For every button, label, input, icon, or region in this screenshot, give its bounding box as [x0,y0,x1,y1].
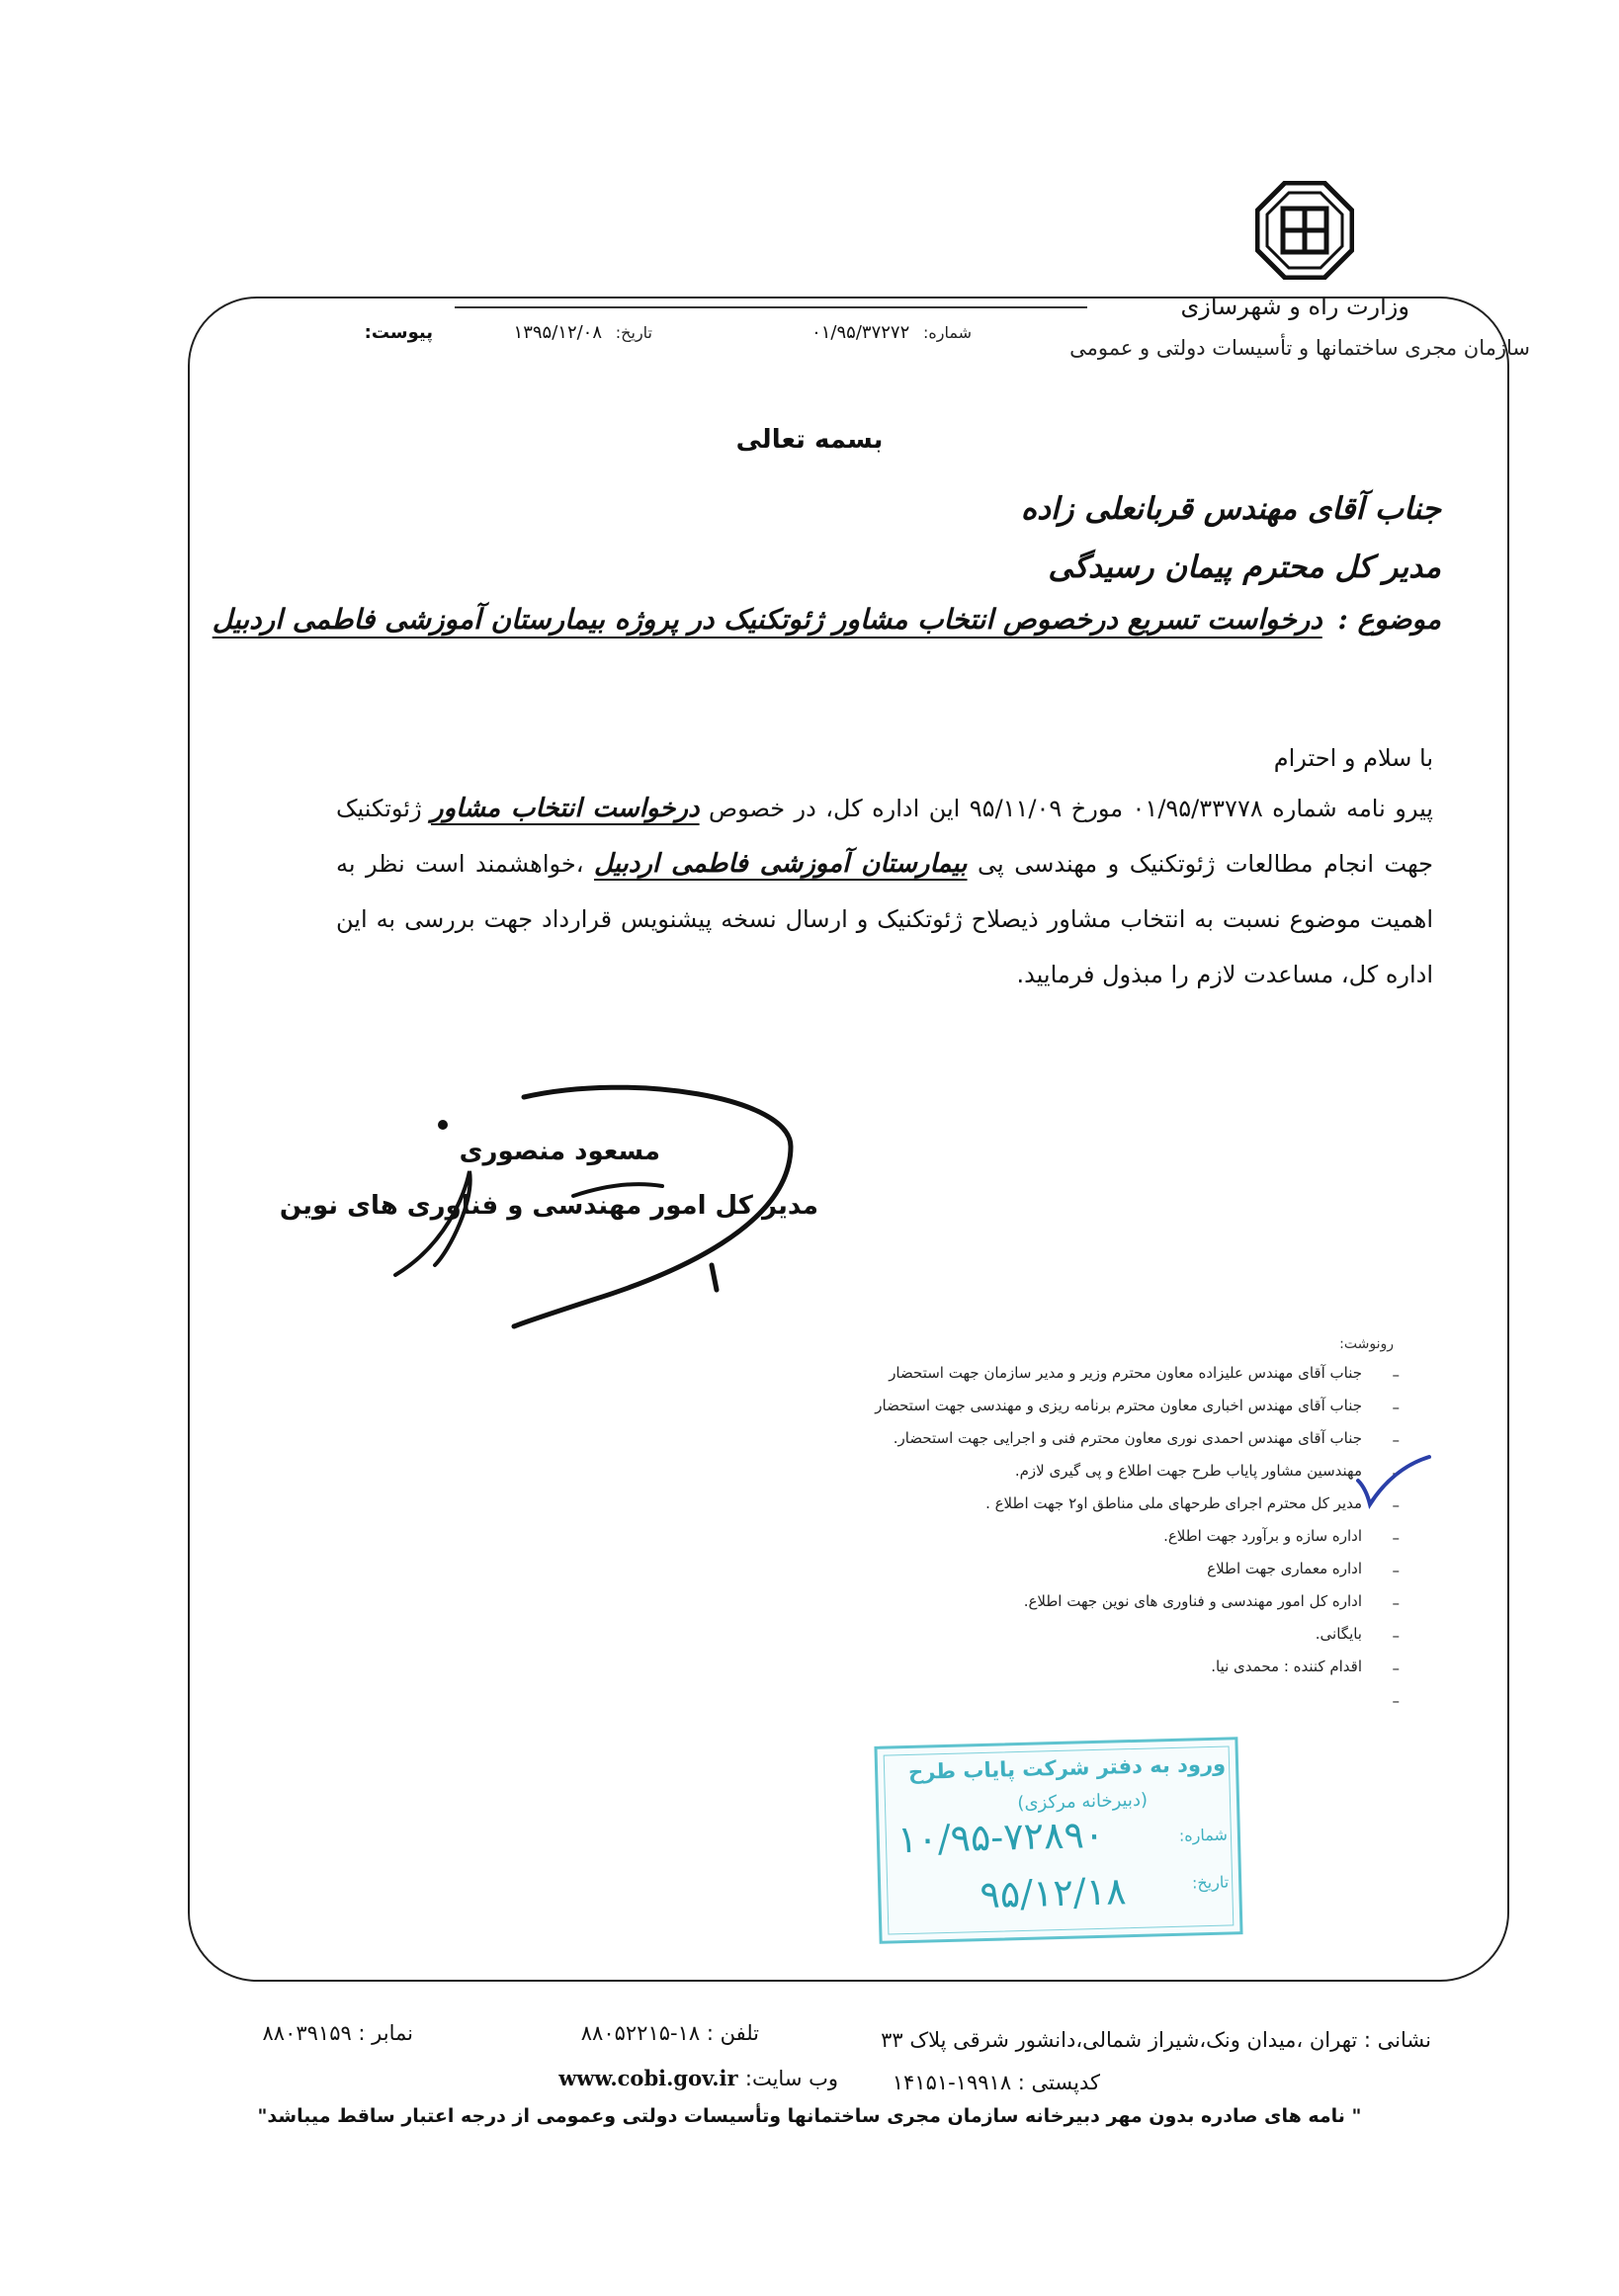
cc-item: – اداره معماری جهت اطلاع [1207,1560,1400,1579]
footer-address: نشانی : تهران ،میدان ونک،شیراز شمالی،دانشور شرقی پلاک ۳۳ [881,2028,1431,2052]
organization-name: سازمان مجری ساختمانها و تأسیسات دولتی و عمومی [1069,336,1530,360]
stamp-date-value: ۹۵/۱۲/۱۸ [979,1869,1128,1917]
cc-item: – اداره سازه و برآورد جهت اطلاع. [1163,1527,1400,1547]
footer-website-url[interactable]: www.cobi.gov.ir [558,2066,738,2090]
signatory-name: مسعود منصوری [459,1137,660,1166]
ministry-logo-icon [1255,181,1354,280]
cc-item: – جناب آقای مهندس علیزاده معاون محترم وزیر و مدیر سازمان جهت استحضار [889,1364,1400,1384]
cc-item: – اداره کل امور مهندسی و فناوری های نوین جهت اطلاع. [1023,1592,1400,1612]
stamp-number-label: شماره: [1178,1825,1229,1845]
signatory-title: مدیر کل امور مهندسی و فناوری های نوین [279,1191,818,1221]
stamp-date-label: تاریخ: [1191,1872,1230,1893]
cc-item: – جناب آقای مهندس احمدی نوری معاون محترم فنی و اجرایی جهت استحضار. [893,1429,1400,1449]
cc-item: – اقدام کننده : محمدی نیا. [1211,1658,1400,1677]
footer-website [558,2066,838,2090]
body-text-1: پیرو نامه شماره ۰۱/۹۵/۳۳۷۷۸ مورخ ۹۵/۱۱/۰۹ این اداره کل، در خصوص [709,795,1433,822]
subject-label: موضوع : [1337,603,1441,636]
cc-item: – [1392,1692,1400,1710]
stamp-line-1: ورود به دفتر شرکت پایاب طرح [907,1751,1227,1784]
bismillah: بسمه تعالی [735,425,884,455]
attachment-label: پیوست: [364,322,433,343]
addressee-title: مدیر کل محترم پیمان رسیدگی [1048,550,1441,585]
greeting: با سلام و احترام [1273,744,1433,772]
stamp-number-value: ۱۰/۹۵-۷۲۸۹۰ [896,1812,1105,1862]
letter-body [336,781,1433,1002]
addressee-name: جناب آقای مهندس قربانعلی زاده [1020,491,1441,527]
footer-note: " نامه های صادره بدون مهر دبیرخانه سازمان مجری ساختمانها وتأسیسات دولتی وعمومی از درجه اعتبار ساقط میباشد" [257,2105,1362,2127]
letter-date-label: تاریخ: [615,323,652,342]
cc-item: – جناب آقای مهندس اخباری معاون محترم برنامه ریزی و مهندسی جهت استحضار [875,1397,1400,1416]
ministry-name: وزارت راه و شهرسازی [1180,293,1409,320]
cc-item: – مدیر کل محترم اجرای طرحهای ملی مناطق او۲ جهت اطلاع . [985,1494,1400,1514]
body-bold-1: درخواست انتخاب مشاور [431,794,700,823]
subject-text: درخواست تسریع درخصوص انتخاب مشاور ژئوتکنیک در پروژه بیمارستان آموزشی فاطمی اردبیل [212,603,1322,636]
cc-label: رونوشت: [1339,1336,1394,1352]
footer-phone: تلفن : ۱۸-۸۸۰۵۲۲۱۵ [580,2021,759,2045]
footer-fax: نمابر : ۸۸۰۳۹۱۵۹ [262,2021,413,2045]
letter-number-label: شماره: [922,323,972,342]
cc-item: – بایگانی. [1315,1625,1400,1645]
body-text-3: ،خواهشمند است نظر به اهمیت موضوع نسبت به انتخاب مشاور ذیصلاح ژئوتکنیک و ارسال نسخه پیشنویس قرارداد جهت بررسی به این اداره کل، مساعدت لازم را مبذول فرمایید. [336,850,1433,988]
footer-website-label: وب سایت: [744,2067,838,2090]
letter-number-value: ۰۱/۹۵/۳۷۲۷۲ [811,322,910,343]
checkmark-icon [1354,1453,1433,1512]
stamp-line-2: (دبیرخانه مرکزی) [1017,1789,1149,1815]
cc-list [591,1364,1400,1723]
body-text-2: ژئوتکنیک جهت انجام مطالعات ژئوتکنیک و مهندسی پی [336,795,1433,878]
body-bold-2: بیمارستان آموزشی فاطمی اردبیل [594,849,968,879]
receipt-stamp [874,1737,1242,1944]
cc-item: – مهندسین مشاور پایاب طرح جهت اطلاع و پی گیری لازم. [1014,1462,1400,1482]
subject-line [213,603,1441,636]
letter-date-value: ۱۳۹۵/۱۲/۰۸ [513,322,603,343]
footer-postal-code: کدپستی : ۱۹۹۱۸-۱۴۱۵۱ [892,2071,1100,2094]
